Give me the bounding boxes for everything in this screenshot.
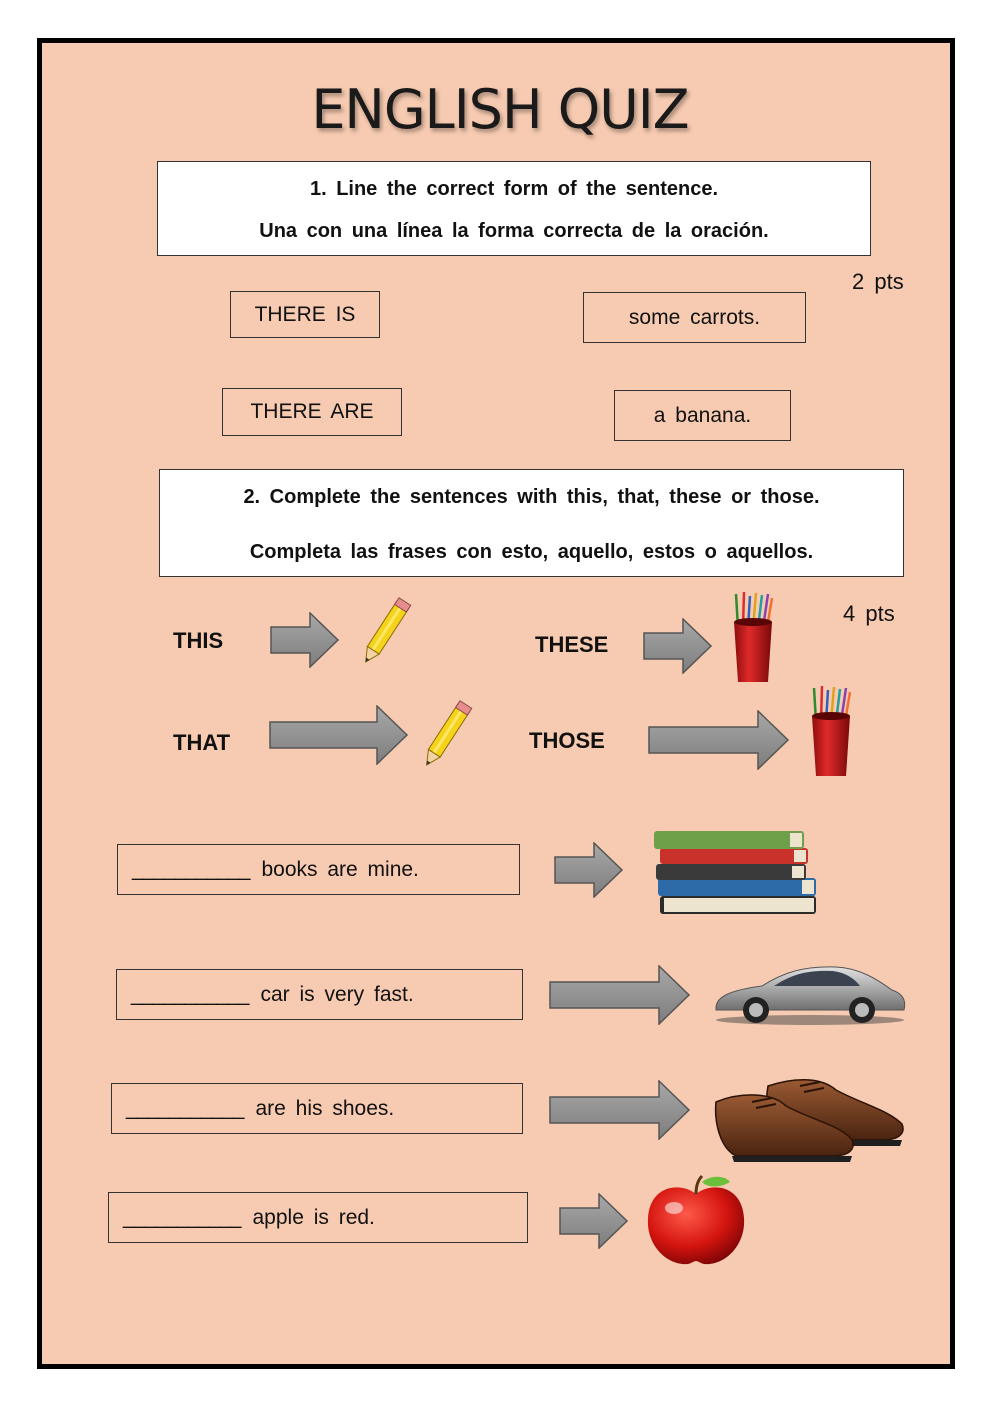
arrow-right-icon xyxy=(643,618,713,674)
word-that: THAT xyxy=(173,730,231,755)
pencil-cup-icon xyxy=(806,684,856,780)
sentence-4-box[interactable] xyxy=(108,1192,528,1243)
answer-blank[interactable]: ___________ xyxy=(126,1096,244,1120)
arrow-right-icon xyxy=(559,1193,629,1249)
section2-instruction-es: Completa las frases con esto, aquello, estos o aquellos. xyxy=(249,541,814,563)
arrow-right-icon xyxy=(554,842,624,898)
arrow-right-icon xyxy=(269,705,409,765)
answer-blank[interactable]: ___________ xyxy=(132,857,250,881)
word-these: THESE xyxy=(535,632,609,657)
match-right-some-carrots[interactable]: some carrots. xyxy=(583,292,806,343)
section2-points: 4 pts xyxy=(843,601,895,626)
arrow-right-icon xyxy=(648,710,790,770)
match-left-there-is[interactable]: THERE IS xyxy=(230,291,380,338)
sentence-3-box[interactable] xyxy=(111,1083,523,1134)
section1-instruction-en: 1. Line the correct form of the sentence. xyxy=(309,178,719,200)
section2-instruction-box xyxy=(159,469,904,577)
sentence-text: car is very fast. xyxy=(260,982,414,1006)
word-those: THOSE xyxy=(529,728,605,753)
section1-points: 2 pts xyxy=(852,269,904,294)
answer-blank[interactable]: ___________ xyxy=(123,1205,241,1229)
pencil-cup-icon xyxy=(728,590,778,686)
pencil-icon xyxy=(416,697,476,777)
sentence-1-box[interactable] xyxy=(117,844,520,895)
match-right-a-banana[interactable]: a banana. xyxy=(614,390,791,441)
arrow-right-icon xyxy=(549,1080,691,1140)
sentence-text: books are mine. xyxy=(261,857,419,881)
match-left-there-are[interactable]: THERE ARE xyxy=(222,388,402,436)
shoes-icon xyxy=(712,1068,908,1164)
section2-instruction-en: 2. Complete the sentences with this, that, these or those. xyxy=(243,486,820,508)
section1-instruction-box xyxy=(157,161,871,256)
books-icon xyxy=(652,828,824,918)
sentence-2-box[interactable] xyxy=(116,969,523,1020)
answer-blank[interactable]: ___________ xyxy=(131,982,249,1006)
arrow-right-icon xyxy=(549,965,691,1025)
arrow-right-icon xyxy=(270,612,340,668)
apple-icon xyxy=(644,1172,748,1268)
pencil-icon xyxy=(355,594,415,674)
sentence-text: apple is red. xyxy=(252,1205,375,1229)
page-title: ENGLISH QUIZ xyxy=(311,78,689,141)
car-icon xyxy=(712,958,908,1026)
section1-instruction-es: Una con una línea la forma correcta de la oración. xyxy=(259,220,769,242)
sentence-text: are his shoes. xyxy=(255,1096,395,1120)
word-this: THIS xyxy=(173,628,224,653)
